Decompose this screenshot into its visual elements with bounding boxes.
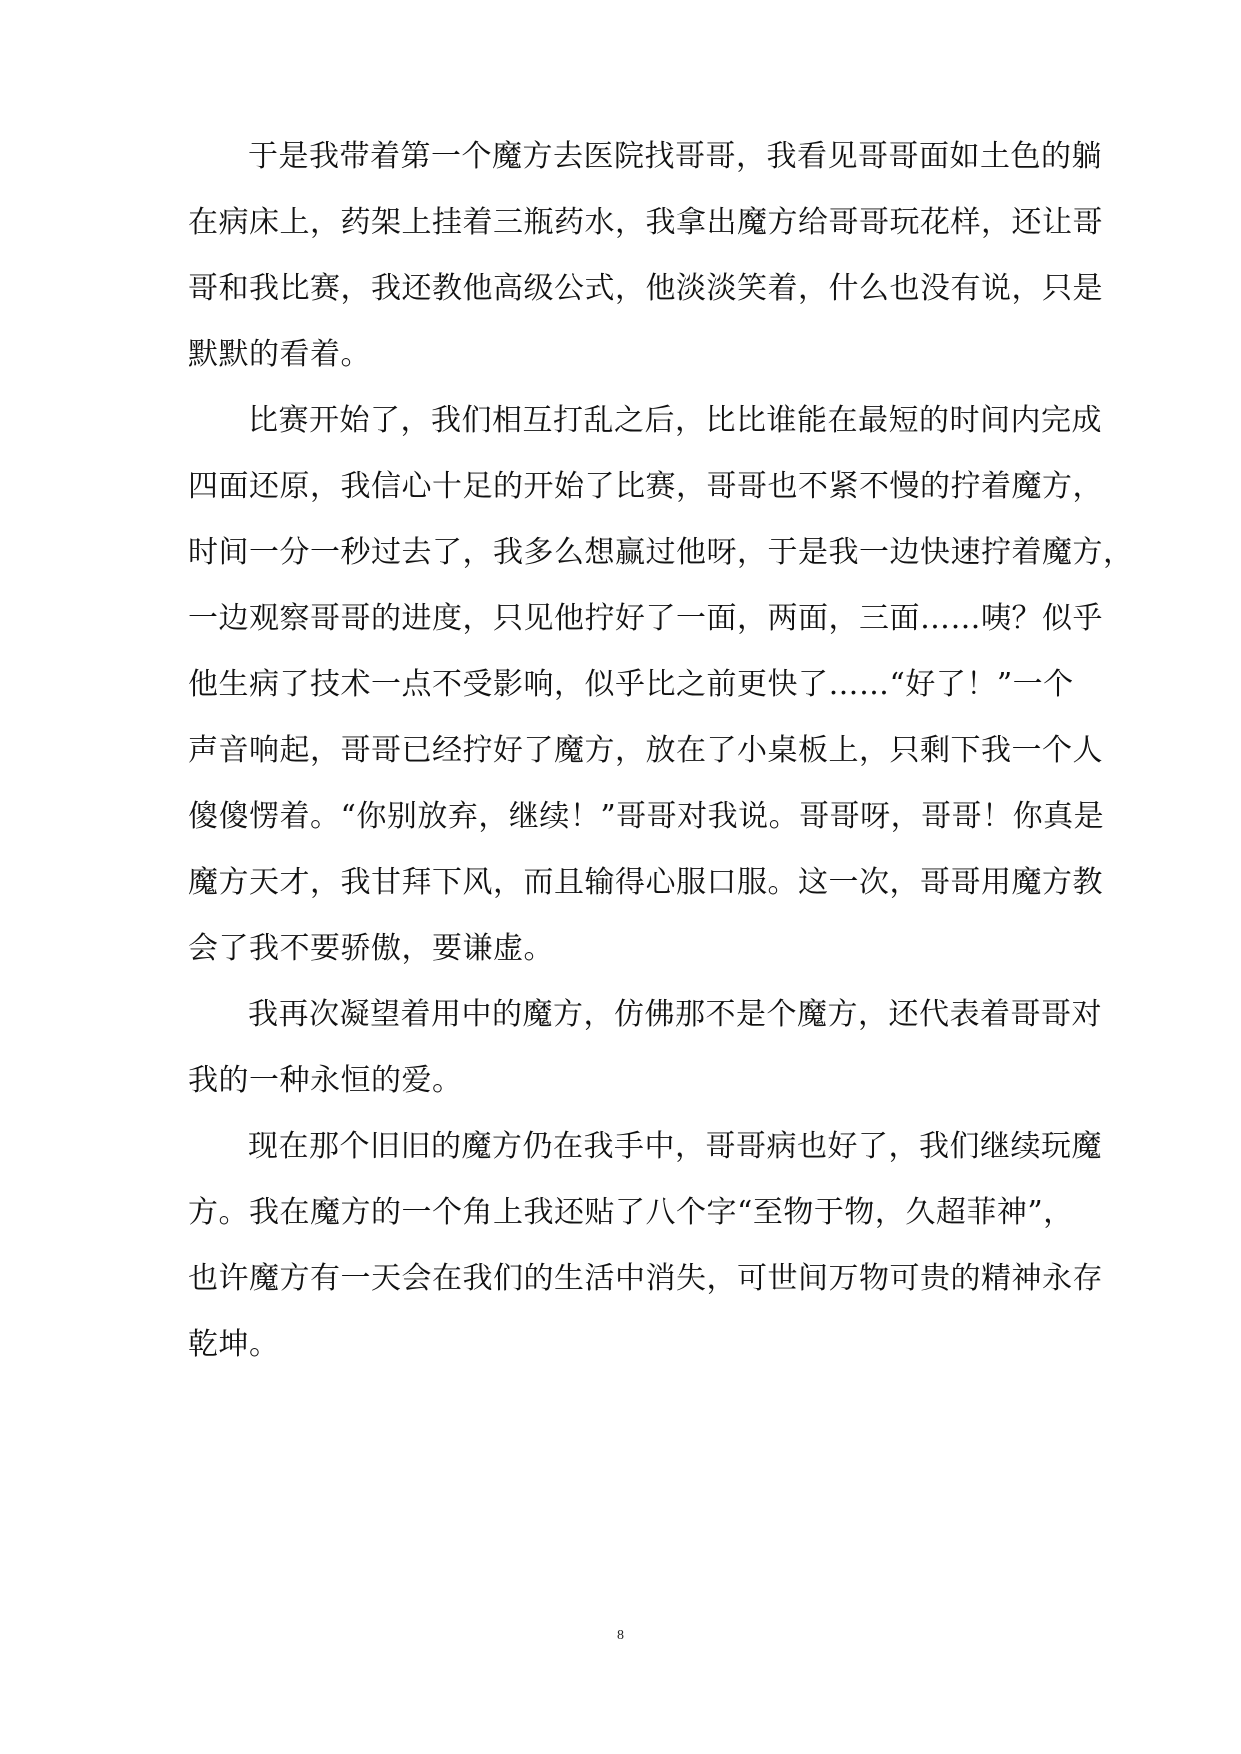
text-line: 乾坤。 (188, 1327, 280, 1362)
text-line: 哥和我比赛，我还教他高级公式，他淡淡笑着，什么也没有说，只是 (188, 271, 1103, 306)
text-line: 于是我带着第一个魔方去医院找哥哥，我看见哥哥面如土色的躺 (248, 139, 1102, 174)
text-line: 比赛开始了，我们相互打乱之后，比比谁能在最短的时间内完成 (248, 403, 1102, 438)
text-line: 一边观察哥哥的进度，只见他拧好了一面，两面，三面……咦？似乎 (188, 601, 1103, 636)
text-line: 他生病了技术一点不受影响，似乎比之前更快了……“好了！”一个 (188, 667, 1074, 702)
text-line: 四面还原，我信心十足的开始了比赛，哥哥也不紧不慢的拧着魔方， (188, 469, 1103, 504)
text-line: 默默的看着。 (188, 337, 371, 372)
text-line: 也许魔方有一天会在我们的生活中消失，可世间万物可贵的精神永存 (188, 1261, 1103, 1296)
text-line: 魔方天才，我甘拜下风，而且输得心服口服。这一次，哥哥用魔方教 (188, 865, 1103, 900)
text-line: 会了我不要骄傲，要谦虚。 (188, 931, 554, 966)
text-line: 我的一种永恒的爱。 (188, 1063, 463, 1098)
page-number: 8 (617, 1628, 624, 1643)
text-line: 现在那个旧旧的魔方仍在我手中，哥哥病也好了，我们继续玩魔 (248, 1129, 1102, 1164)
text-line: 方。我在魔方的一个角上我还贴了八个字“至物于物，久超菲神”， (188, 1195, 1074, 1230)
text-line: 傻傻愣着。“你别放弃，继续！”哥哥对我说。哥哥呀，哥哥！你真是 (188, 799, 1105, 834)
text-line: 声音响起，哥哥已经拧好了魔方，放在了小桌板上，只剩下我一个人 (188, 733, 1103, 768)
text-line: 在病床上，药架上挂着三瓶药水，我拿出魔方给哥哥玩花样，还让哥 (188, 205, 1103, 240)
text-line: 我再次凝望着用中的魔方，仿佛那不是个魔方，还代表着哥哥对 (248, 997, 1102, 1032)
text-line: 时间一分一秒过去了，我多么想赢过他呀，于是我一边快速拧着魔方， (188, 535, 1134, 570)
